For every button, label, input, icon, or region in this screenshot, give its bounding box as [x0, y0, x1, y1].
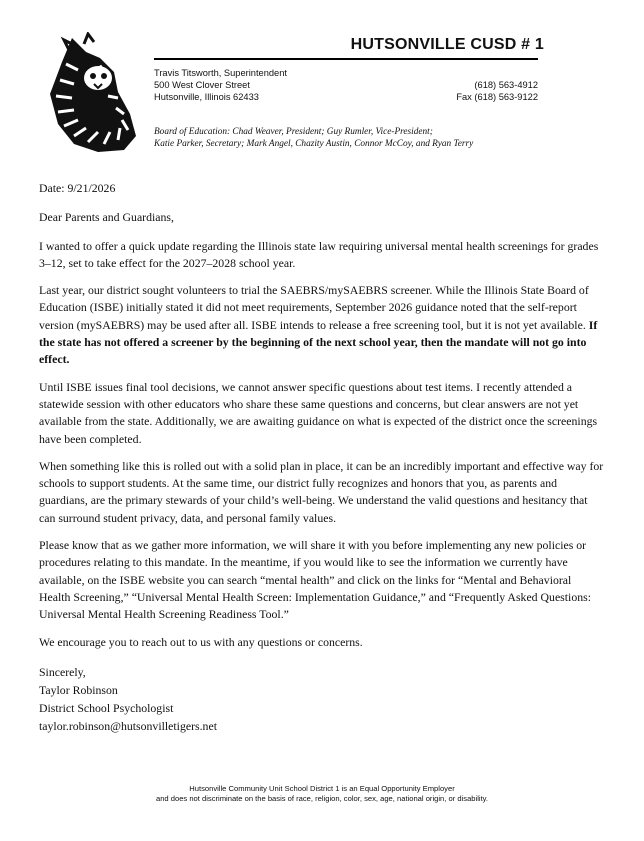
paragraph-5: Please know that as we gather more information, we will share it with you before implementing any new policies or procedures relating to this mandate. In the meantime, if you would like to see the information we currently have available, on the ISBE website you can search “mental health” and click on the links for “Mental and Behavioral Health Screening,” “Universal Mental Health Screen: Implementation Guidance,” and “Frequently Asked Questions: Universal Mental Health Screening Readiness Tool.”	[39, 538, 591, 622]
superintendent-name: Travis Titsworth, Superintendent	[154, 68, 287, 78]
signer-name: Taylor Robinson	[39, 683, 118, 698]
letterhead-rule	[154, 58, 538, 60]
signature-block	[39, 663, 605, 736]
address-line-2: Hutsonville, Illinois 62433	[154, 92, 259, 102]
footer	[0, 784, 644, 804]
district-name: HUTSONVILLE CUSD # 1	[350, 36, 544, 53]
phone-number: (618) 563-4912	[474, 80, 538, 90]
closing: Sincerely,	[39, 664, 86, 679]
address-line-1: 500 West Clover Street	[154, 80, 250, 90]
paragraph-4: When something like this is rolled out with a solid plan in place, it can be an incredibly important and effective way for schools to support students. At the same time, our district fully recognizes and honors that you, as parents and guardians, are the primary stewards of your child’s well-being. We understand the valid questions and hesitancy that can surround student privacy, data, and personal family values.	[39, 458, 604, 525]
footer-line-1: Hutsonville Community Unit School District 1 is an Equal Opportunity Employer	[189, 784, 455, 793]
letter-body	[39, 180, 605, 736]
fax-number: Fax (618) 563-9122	[456, 92, 538, 102]
paragraph-2-bold: If the state has not offered a screener by the beginning of the next school year, then the mandate will not go into effect.	[39, 317, 598, 367]
board-line-1: Board of Education: Chad Weaver, President; Guy Rumler, Vice-President;	[154, 127, 433, 137]
board-line-2: Katie Parker, Secretary; Mark Angel, Chazity Austin, Connor McCoy, and Ryan Terry	[154, 139, 474, 149]
signer-email: taylor.robinson@hutsonvilletigers.net	[39, 719, 217, 734]
paragraph-6: We encourage you to reach out to us with any questions or concerns.	[39, 634, 363, 649]
salutation: Dear Parents and Guardians,	[39, 210, 174, 225]
signer-title: District School Psychologist	[39, 701, 174, 716]
tiger-icon	[44, 32, 144, 160]
board-of-education	[154, 126, 554, 150]
paragraph-2	[39, 282, 605, 368]
tiger-logo	[44, 32, 144, 160]
paragraph-2-text: Last year, our district sought volunteers to trial the SAEBRS/mySAEBRS screener. While the Illinois State Board of Education (ISBE) initially stated it did not meet requirements, September 2026 guidance noted that the self-report version (mySAEBRS) may be used after all. ISBE intends to release a free screening tool, but it is not yet available.	[39, 283, 589, 332]
footer-line-2: and does not discriminate on the basis of race, religion, color, sex, age, national origin, or disability.	[155, 794, 489, 803]
paragraph-1: I wanted to offer a quick update regarding the Illinois state law requiring universal mental health screenings for grades 3–12, set to take effect for the 2027–2028 school year.	[39, 238, 599, 270]
letter-date: Date: 9/21/2026	[39, 181, 116, 195]
letterhead-contact	[154, 67, 538, 103]
paragraph-3: Until ISBE issues final tool decisions, we cannot answer specific questions about test items. I recently attended a statewide session with other educators who share these same questions and concerns, but clear answers are not yet available from the state. Additionally, we are awaiting guidance on what is expected of the district once the screenings have been completed.	[39, 379, 598, 446]
